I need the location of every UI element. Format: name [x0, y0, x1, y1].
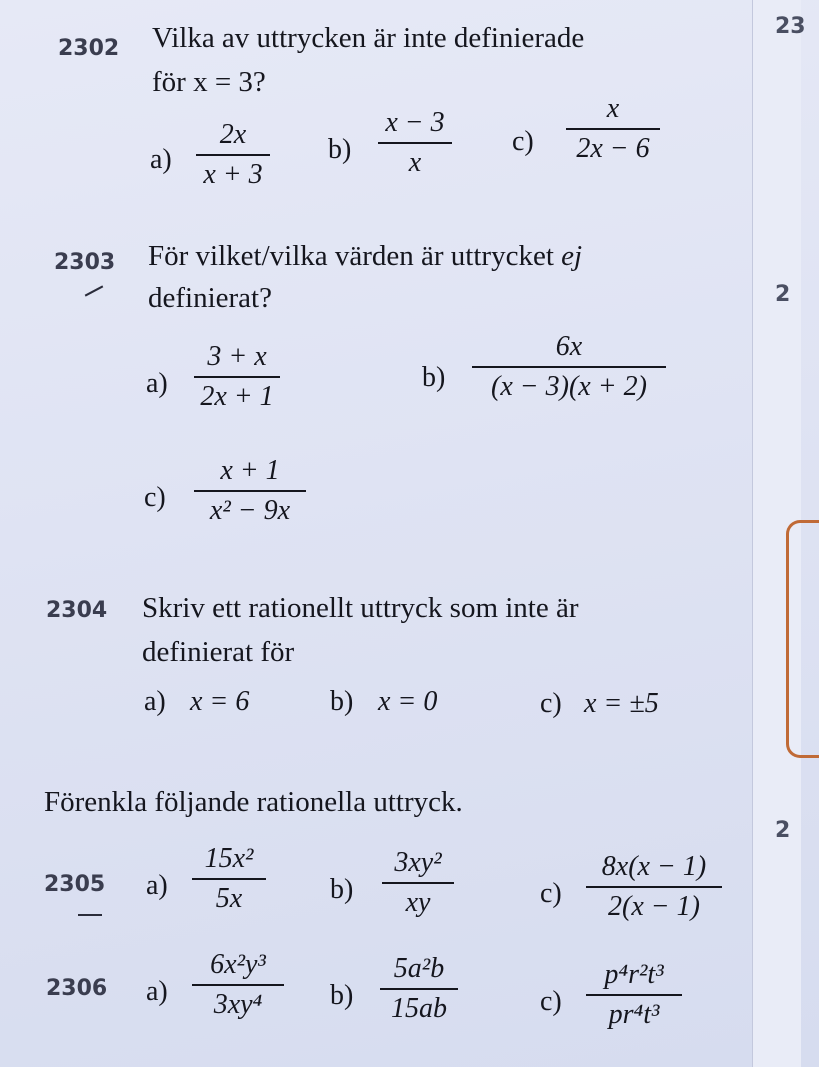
- option-label: c): [540, 878, 562, 909]
- pen-mark: [78, 914, 102, 916]
- task-text: Skriv ett rationellt uttryck som inte är: [142, 592, 579, 624]
- numerator: 5a²b: [393, 953, 445, 984]
- task-text: definierat för: [142, 636, 295, 668]
- task-number: 2305: [44, 872, 106, 897]
- fraction: [192, 842, 266, 916]
- task-number: 2302: [58, 36, 120, 61]
- fraction-bar: [194, 490, 306, 492]
- fraction: [566, 92, 660, 166]
- fraction: [194, 454, 306, 528]
- fraction-bar: [472, 366, 666, 368]
- fraction-bar: [380, 988, 458, 990]
- fraction: [380, 952, 458, 1026]
- fraction-bar: [566, 128, 660, 130]
- numerator: 15x²: [204, 843, 254, 874]
- denominator: 2x + 1: [200, 381, 274, 412]
- denominator: 15ab: [391, 993, 447, 1024]
- numerator: x − 3: [385, 107, 445, 138]
- fraction-bar: [192, 878, 266, 880]
- option-label: c): [512, 126, 534, 157]
- section-heading: Förenkla följande rationella uttryck.: [44, 786, 463, 818]
- expression: x = 0: [378, 686, 438, 717]
- fraction: [472, 330, 666, 404]
- numerator: 3 + x: [207, 341, 267, 372]
- option-label: b): [328, 134, 352, 165]
- denominator: xy: [405, 887, 431, 918]
- option-label: b): [330, 874, 354, 905]
- option-label: b): [422, 362, 446, 393]
- edge-bracket: [786, 520, 819, 758]
- option-label: c): [540, 688, 562, 719]
- fraction: [196, 118, 270, 192]
- option-label: a): [144, 686, 166, 717]
- expression: x = 6: [190, 686, 250, 717]
- denominator: 2(x − 1): [608, 891, 700, 922]
- fraction-bar: [586, 994, 682, 996]
- option-label: b): [330, 686, 354, 717]
- fraction-bar: [586, 886, 722, 888]
- numerator: x: [606, 93, 620, 124]
- task-text: definierat?: [148, 282, 272, 314]
- task-text: [148, 236, 582, 276]
- fraction: [586, 958, 682, 1032]
- fraction: [194, 340, 280, 414]
- denominator: 3xy⁴: [213, 989, 263, 1020]
- task-number: 2304: [46, 598, 108, 623]
- task-text-emphasis: ej: [561, 240, 583, 272]
- numerator: 6x: [555, 331, 583, 362]
- task-number: 2303: [54, 250, 116, 275]
- denominator: pr⁴t³: [608, 999, 660, 1030]
- task-text-part: För vilket/vilka värden är uttrycket: [148, 240, 562, 272]
- fraction-bar: [378, 142, 452, 144]
- expression: x = ±5: [584, 688, 659, 719]
- fraction-bar: [382, 882, 454, 884]
- denominator: 2x − 6: [576, 133, 650, 164]
- edge-number-top: 23: [775, 14, 806, 39]
- denominator: x: [408, 147, 422, 178]
- edge-number-middle: 2: [775, 282, 791, 307]
- edge-number-bottom: 2: [775, 818, 791, 843]
- numerator: p⁴r²t³: [604, 959, 664, 990]
- option-label: a): [150, 144, 172, 175]
- fraction-bar: [192, 984, 284, 986]
- denominator: 5x: [215, 883, 243, 914]
- fraction: [378, 106, 452, 180]
- numerator: x + 1: [220, 455, 280, 486]
- option-label: c): [540, 986, 562, 1017]
- denominator: x² − 9x: [209, 495, 291, 526]
- task-text: för x = 3?: [152, 66, 266, 98]
- denominator: x + 3: [203, 159, 263, 190]
- option-label: a): [146, 976, 168, 1007]
- numerator: 8x(x − 1): [601, 851, 707, 882]
- fraction: [192, 948, 284, 1022]
- numerator: 3xy²: [394, 847, 442, 878]
- numerator: 2x: [219, 119, 247, 150]
- task-text: Vilka av uttrycken är inte definierade: [152, 22, 585, 54]
- option-label: a): [146, 870, 168, 901]
- numerator: 6x²y³: [210, 949, 266, 980]
- fraction: [586, 850, 722, 924]
- pen-mark: [85, 285, 104, 296]
- option-label: c): [144, 482, 166, 513]
- fraction: [382, 846, 454, 920]
- option-label: b): [330, 980, 354, 1011]
- task-number: 2306: [46, 976, 108, 1001]
- fraction-bar: [194, 376, 280, 378]
- denominator: (x − 3)(x + 2): [491, 371, 647, 402]
- option-label: a): [146, 368, 168, 399]
- fraction-bar: [196, 154, 270, 156]
